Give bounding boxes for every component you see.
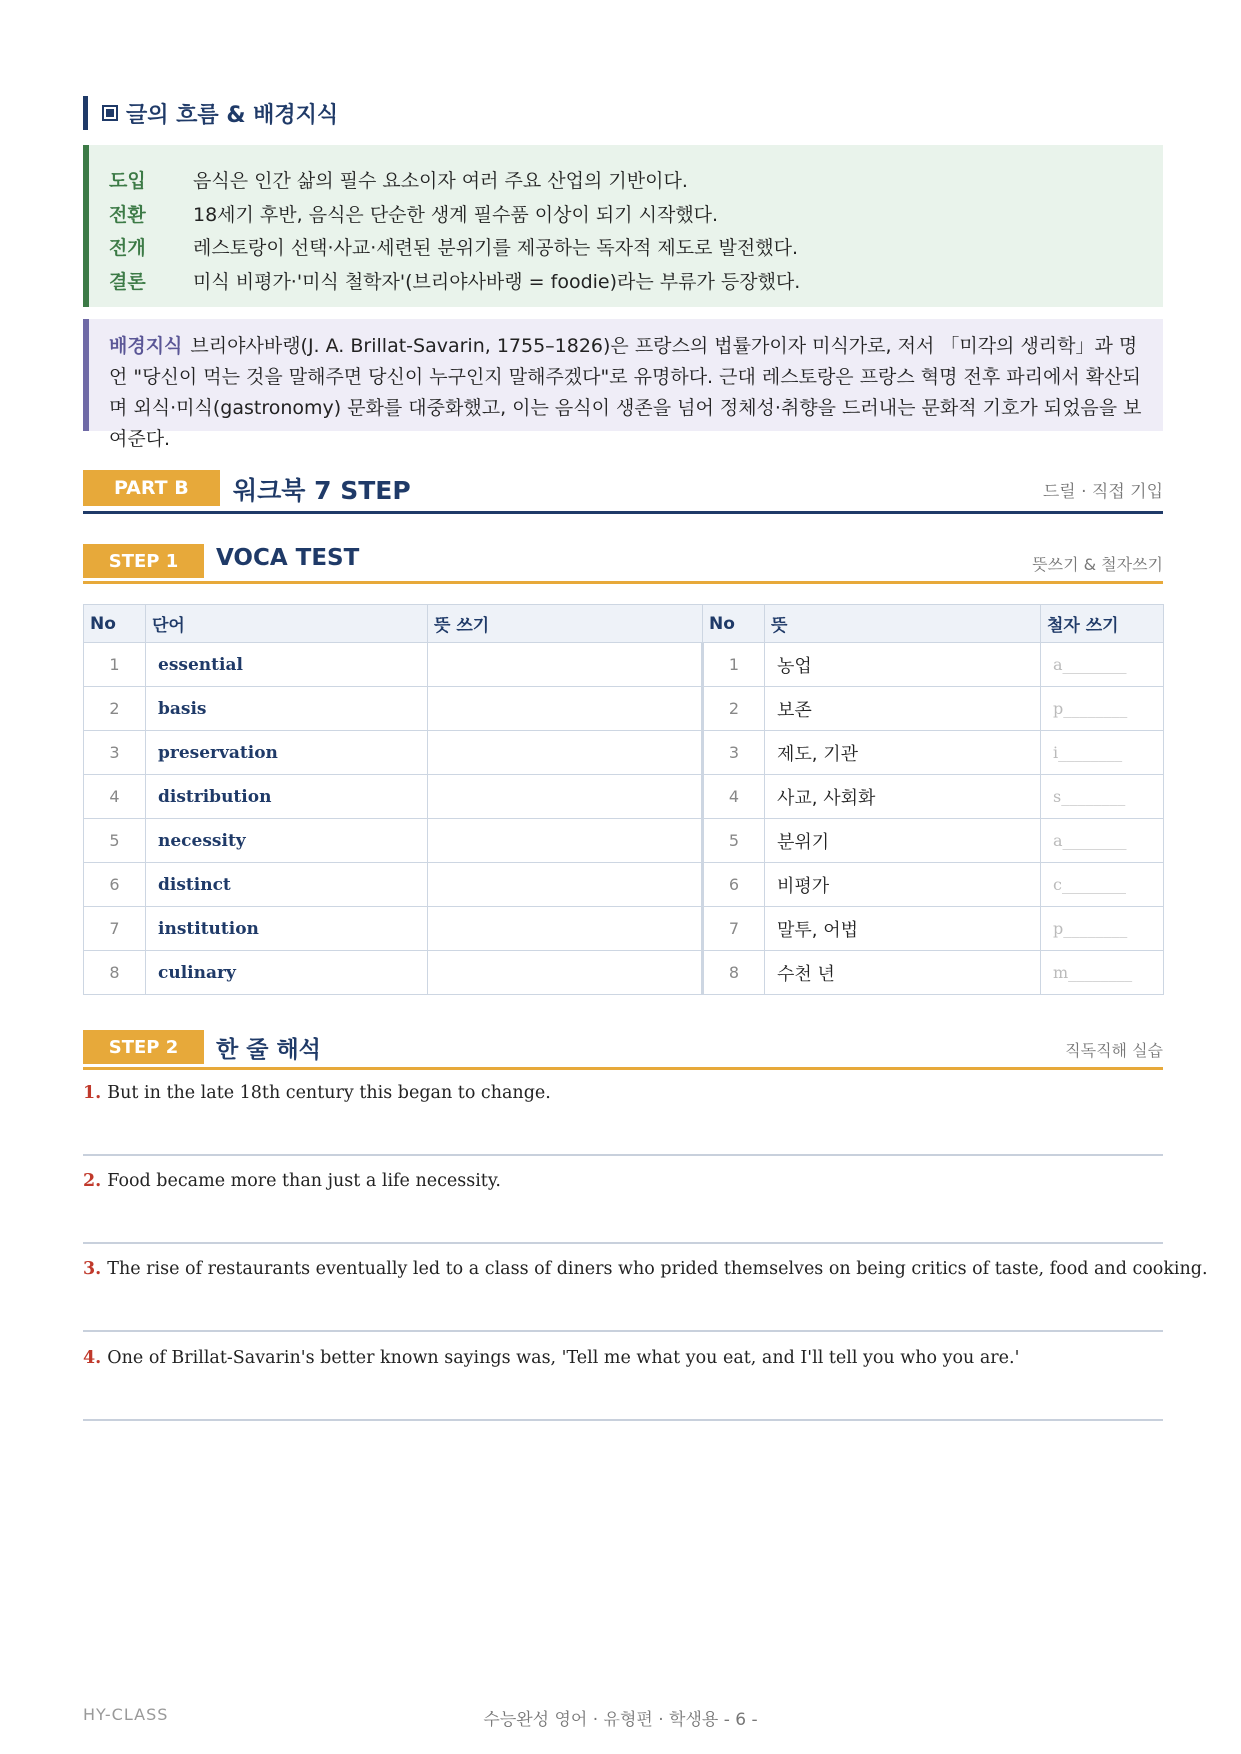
spelling-answer-field[interactable]: c________ <box>1041 863 1164 907</box>
table-row <box>84 687 1164 731</box>
footer-page-info: 수능완성 영어 · 유형편 · 학생용 - 6 - <box>483 1710 758 1730</box>
row-no: 4 <box>84 775 146 819</box>
sentence-line <box>83 1259 1208 1279</box>
sentence-text: But in the late 18th century this began to change. <box>107 1083 551 1103</box>
table-row <box>84 819 1164 863</box>
row-no-2: 3 <box>703 731 765 775</box>
sentence-text: The rise of restaurants eventually led to a class of diners who prided themselves on being critics of taste, food and cooking. <box>107 1259 1208 1279</box>
header-no: No <box>84 605 146 643</box>
row-no: 7 <box>84 907 146 951</box>
meaning-cell: 보존 <box>765 687 1041 731</box>
spelling-answer-field[interactable]: m________ <box>1041 951 1164 995</box>
sentence-line <box>83 1348 1019 1368</box>
sentence-number: 2. <box>83 1171 102 1191</box>
meaning-cell: 분위기 <box>765 819 1041 863</box>
footer-brand: HY-CLASS <box>83 1705 169 1724</box>
part-b-badge: PART B <box>83 470 220 506</box>
meaning-answer-field[interactable] <box>428 951 703 995</box>
meaning-answer-field[interactable] <box>428 819 703 863</box>
flow-text: 레스토랑이 선택·사교·세련된 분위기를 제공하는 독자적 제도로 발전했다. <box>193 237 798 260</box>
word-cell: distinct <box>146 863 428 907</box>
step1-header <box>83 544 1163 584</box>
row-no: 3 <box>84 731 146 775</box>
sentence-item[interactable] <box>83 1243 1208 1332</box>
row-no-2: 2 <box>703 687 765 731</box>
step2-title: 한 줄 해석 <box>216 1037 321 1063</box>
table-row <box>84 863 1164 907</box>
flow-section-title <box>83 96 338 130</box>
voca-table <box>83 604 1164 995</box>
word-cell: basis <box>146 687 428 731</box>
word-cell: distribution <box>146 775 428 819</box>
meaning-answer-field[interactable] <box>428 863 703 907</box>
word-cell: preservation <box>146 731 428 775</box>
sentence-number: 4. <box>83 1348 102 1368</box>
background-key: 배경지식 <box>109 335 183 357</box>
flow-key: 전개 <box>109 237 146 260</box>
meaning-answer-field[interactable] <box>428 731 703 775</box>
sentence-line <box>83 1083 551 1103</box>
meaning-cell: 비평가 <box>765 863 1041 907</box>
sentence-number: 3. <box>83 1259 102 1279</box>
sentence-text: Food became more than just a life necessity. <box>107 1171 501 1191</box>
flow-key: 결론 <box>109 270 146 293</box>
header-meaning: 뜻 <box>765 605 1041 643</box>
meaning-cell: 말투, 어법 <box>765 907 1041 951</box>
table-row <box>84 643 1164 687</box>
meaning-answer-field[interactable] <box>428 907 703 951</box>
step1-badge: STEP 1 <box>83 544 204 578</box>
row-no-2: 1 <box>703 643 765 687</box>
spelling-answer-field[interactable]: a________ <box>1041 819 1164 863</box>
sentence-line <box>83 1171 501 1191</box>
row-no: 6 <box>84 863 146 907</box>
row-no: 1 <box>84 643 146 687</box>
row-no-2: 7 <box>703 907 765 951</box>
step1-title: VOCA TEST <box>216 545 360 571</box>
spelling-answer-field[interactable]: p________ <box>1041 687 1164 731</box>
spelling-answer-field[interactable]: s________ <box>1041 775 1164 819</box>
flow-row <box>109 264 1163 298</box>
meaning-cell: 사교, 사회화 <box>765 775 1041 819</box>
flow-row <box>109 163 1163 197</box>
sentence-item[interactable] <box>83 1155 1163 1244</box>
step1-subtitle: 뜻쓰기 & 철자쓰기 <box>1032 555 1163 574</box>
background-box <box>83 319 1163 450</box>
row-no-2: 6 <box>703 863 765 907</box>
background-text: 브리야사바랭(J. A. Brillat-Savarin, 1755–1826)은 프랑스의 법률가이자 미식가로, 저서 「미각의 생리학」과 명언 "당신이 먹는 것을 말해주면 당신이 누구인지 말해주겠다"로 유명하다. 근대 레스토랑은 프랑스 혁명 전후 파리에서 확산되며 외식·미식(gastronomy) 문화를 대중화했고, 이는 음식이 생존을 넘어 정체성·취향을 드러내는 문화적 기호가 되었음을 보여준다. <box>109 335 1142 450</box>
spelling-answer-field[interactable]: a________ <box>1041 643 1164 687</box>
voca-header-row <box>84 605 1164 643</box>
step2-badge: STEP 2 <box>83 1030 204 1064</box>
flow-row <box>109 230 1163 264</box>
table-row <box>84 731 1164 775</box>
row-no: 2 <box>84 687 146 731</box>
meaning-answer-field[interactable] <box>428 687 703 731</box>
row-no-2: 5 <box>703 819 765 863</box>
header-meaning-write: 뜻 쓰기 <box>428 605 703 643</box>
square-bullet-icon <box>102 105 118 121</box>
flow-row <box>109 197 1163 231</box>
flow-text: 음식은 인간 삶의 필수 요소이자 여러 주요 산업의 기반이다. <box>193 170 688 193</box>
word-cell: institution <box>146 907 428 951</box>
part-b-subtitle: 드릴 · 직접 기입 <box>1042 482 1163 502</box>
header-spelling-write: 철자 쓰기 <box>1041 605 1164 643</box>
sentence-item[interactable] <box>83 1332 1163 1421</box>
word-cell: culinary <box>146 951 428 995</box>
spelling-answer-field[interactable]: p________ <box>1041 907 1164 951</box>
sentence-item[interactable] <box>83 1067 1163 1156</box>
meaning-cell: 농업 <box>765 643 1041 687</box>
row-no-2: 8 <box>703 951 765 995</box>
table-row <box>84 951 1164 995</box>
step2-header <box>83 1030 1163 1070</box>
word-cell: necessity <box>146 819 428 863</box>
table-row <box>84 907 1164 951</box>
row-no: 8 <box>84 951 146 995</box>
row-no: 5 <box>84 819 146 863</box>
sentence-text: One of Brillat-Savarin's better known sayings was, 'Tell me what you eat, and I'll tell you who you are.' <box>107 1348 1020 1368</box>
spelling-answer-field[interactable]: i________ <box>1041 731 1164 775</box>
part-b-header <box>83 468 1163 514</box>
flow-section-title-text: 글의 흐름 & 배경지식 <box>126 102 339 128</box>
table-row <box>84 775 1164 819</box>
flow-box <box>83 145 1163 307</box>
header-no-2: No <box>703 605 765 643</box>
step2-subtitle: 직독직해 실습 <box>1065 1041 1163 1060</box>
header-word: 단어 <box>146 605 428 643</box>
meaning-answer-field[interactable] <box>428 643 703 687</box>
meaning-cell: 제도, 기관 <box>765 731 1041 775</box>
row-no-2: 4 <box>703 775 765 819</box>
meaning-cell: 수천 년 <box>765 951 1041 995</box>
flow-text: 미식 비평가·'미식 철학자'(브리야사바랭 = foodie)라는 부류가 등장했다. <box>193 270 801 293</box>
flow-key: 도입 <box>109 170 146 193</box>
meaning-answer-field[interactable] <box>428 775 703 819</box>
sentence-number: 1. <box>83 1083 102 1103</box>
part-b-title: 워크북 7 STEP <box>233 476 411 505</box>
word-cell: essential <box>146 643 428 687</box>
flow-key: 전환 <box>109 203 146 226</box>
flow-text: 18세기 후반, 음식은 단순한 생계 필수품 이상이 되기 시작했다. <box>193 203 719 226</box>
